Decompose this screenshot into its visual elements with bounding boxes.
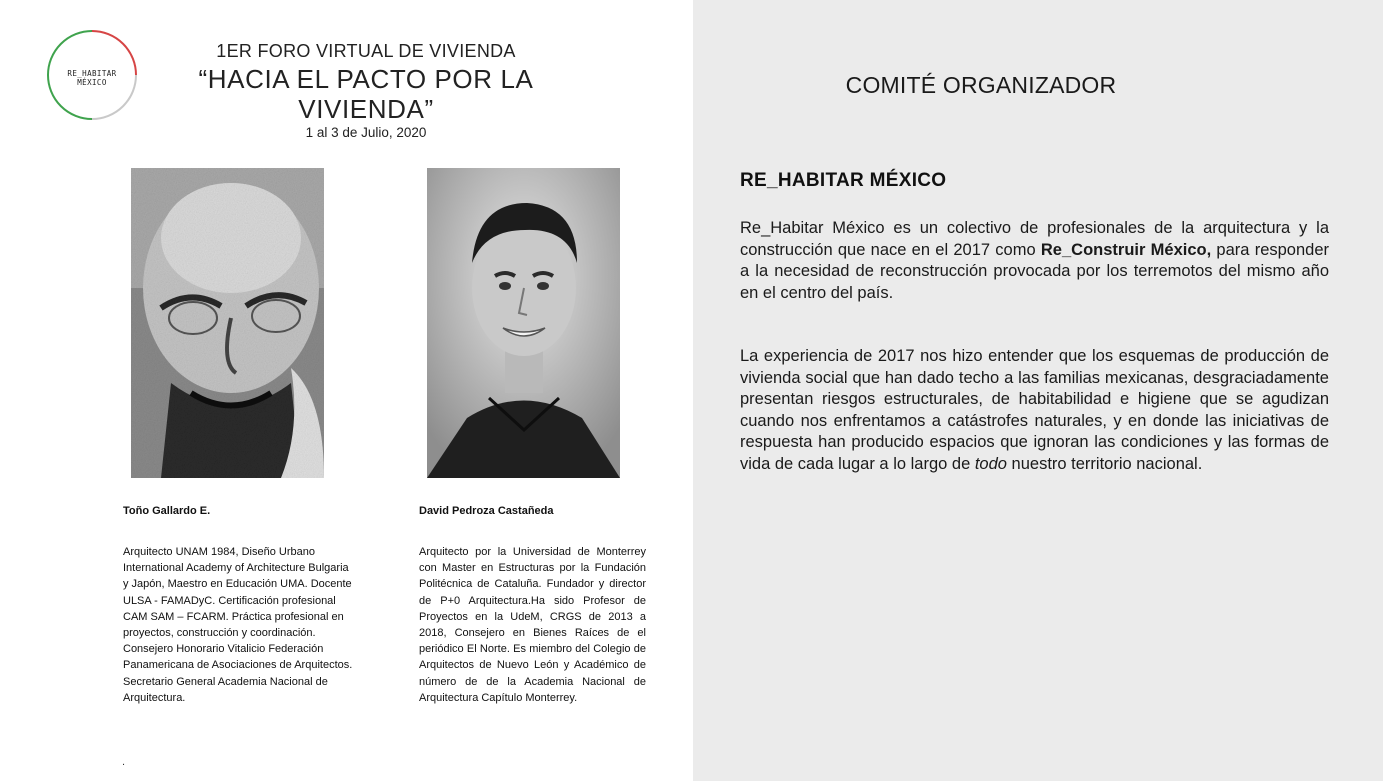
speaker-name-2: David Pedroza Castañeda [419, 505, 554, 517]
speaker-photo-1 [131, 168, 324, 478]
re-habitar-logo [46, 29, 138, 121]
event-subtitle: 1ER FORO VIRTUAL DE VIVIENDA [216, 41, 516, 61]
event-date: 1 al 3 de Julio, 2020 [305, 125, 427, 140]
committee-title: COMITÉ ORGANIZADOR [845, 72, 1117, 98]
paragraph-2-text-start: La experiencia de 2017 nos hizo entender que los esquemas de producción de vivienda social que han dado techo a las familias mexicanas, desgraciadamente presentan riesgos estructurales, de habitabilidad e higiene que se agudizan cuando nos enfrentamos a catástrofes naturales, y en donde las iniciativas de respuesta han producido espacios que ignoran las condiciones y las formas de vida de cada lugar a lo largo de [740, 347, 1329, 473]
section-heading: RE_HABITAR MÉXICO [740, 170, 947, 191]
bottom-mark: . [122, 756, 126, 768]
logo-line-1: RE_HABITAR [67, 69, 117, 78]
paragraph-2-text-end: nuestro territorio nacional. [1006, 454, 1203, 473]
paragraph-2-italic-word: todo [974, 454, 1007, 473]
speaker-bio-1: Arquitecto UNAM 1984, Diseño Urbano International Academy of Architecture Bulgaria y Japón, Maestro en Educación UMA. Docente ULSA - FAMADyC. Certificación profesional CAM SAM – FCARM. Práctica profesional en proyectos, construcción y coordinación. Consejero Honorario Vitalicio Federación Panamericana de Asociaciones de Arquitectos. Secretario General Academia Nacional de Arquitectura. [123, 546, 353, 704]
speaker-name-1: Toño Gallardo E. [123, 505, 211, 517]
speaker-photo-2 [427, 168, 620, 478]
speaker-bio-2: Arquitecto por la Universidad de Monterrey con Master en Estructuras por la Fundación Politécnica de Cataluña. Fundador y director de P+0 Arquitectura.Ha sido Profesor de Proyectos en la UdeM, CRGS de 2013 a 2018, Consejero en Bienes Raíces de el periódico El Norte. Es miembro del Colegio de Arquitectos de Nuevo León y Académico de número de de la Academia Nacional de Arquitectura Capítulo Monterrey. [419, 546, 646, 704]
description-paragraph-2 [740, 346, 1329, 475]
event-header [160, 40, 572, 142]
event-title: “HACIA EL PACTO POR LA VIVIENDA” [198, 64, 534, 124]
paragraph-1-bold-name: Re_Construir México, [1040, 240, 1212, 259]
logo-line-2: MÉXICO [77, 78, 107, 87]
paragraph-1-text-start: Re_Habitar México es un colectivo de profesionales de la arquitectura y la construcción que nace en el 2017 como [740, 219, 1329, 259]
paragraph-1-text-end: para responder a la necesidad de reconstrucción provocada por los terremotos del mismo año en el centro del país. [740, 240, 1329, 302]
description-paragraph-1 [740, 218, 1329, 304]
